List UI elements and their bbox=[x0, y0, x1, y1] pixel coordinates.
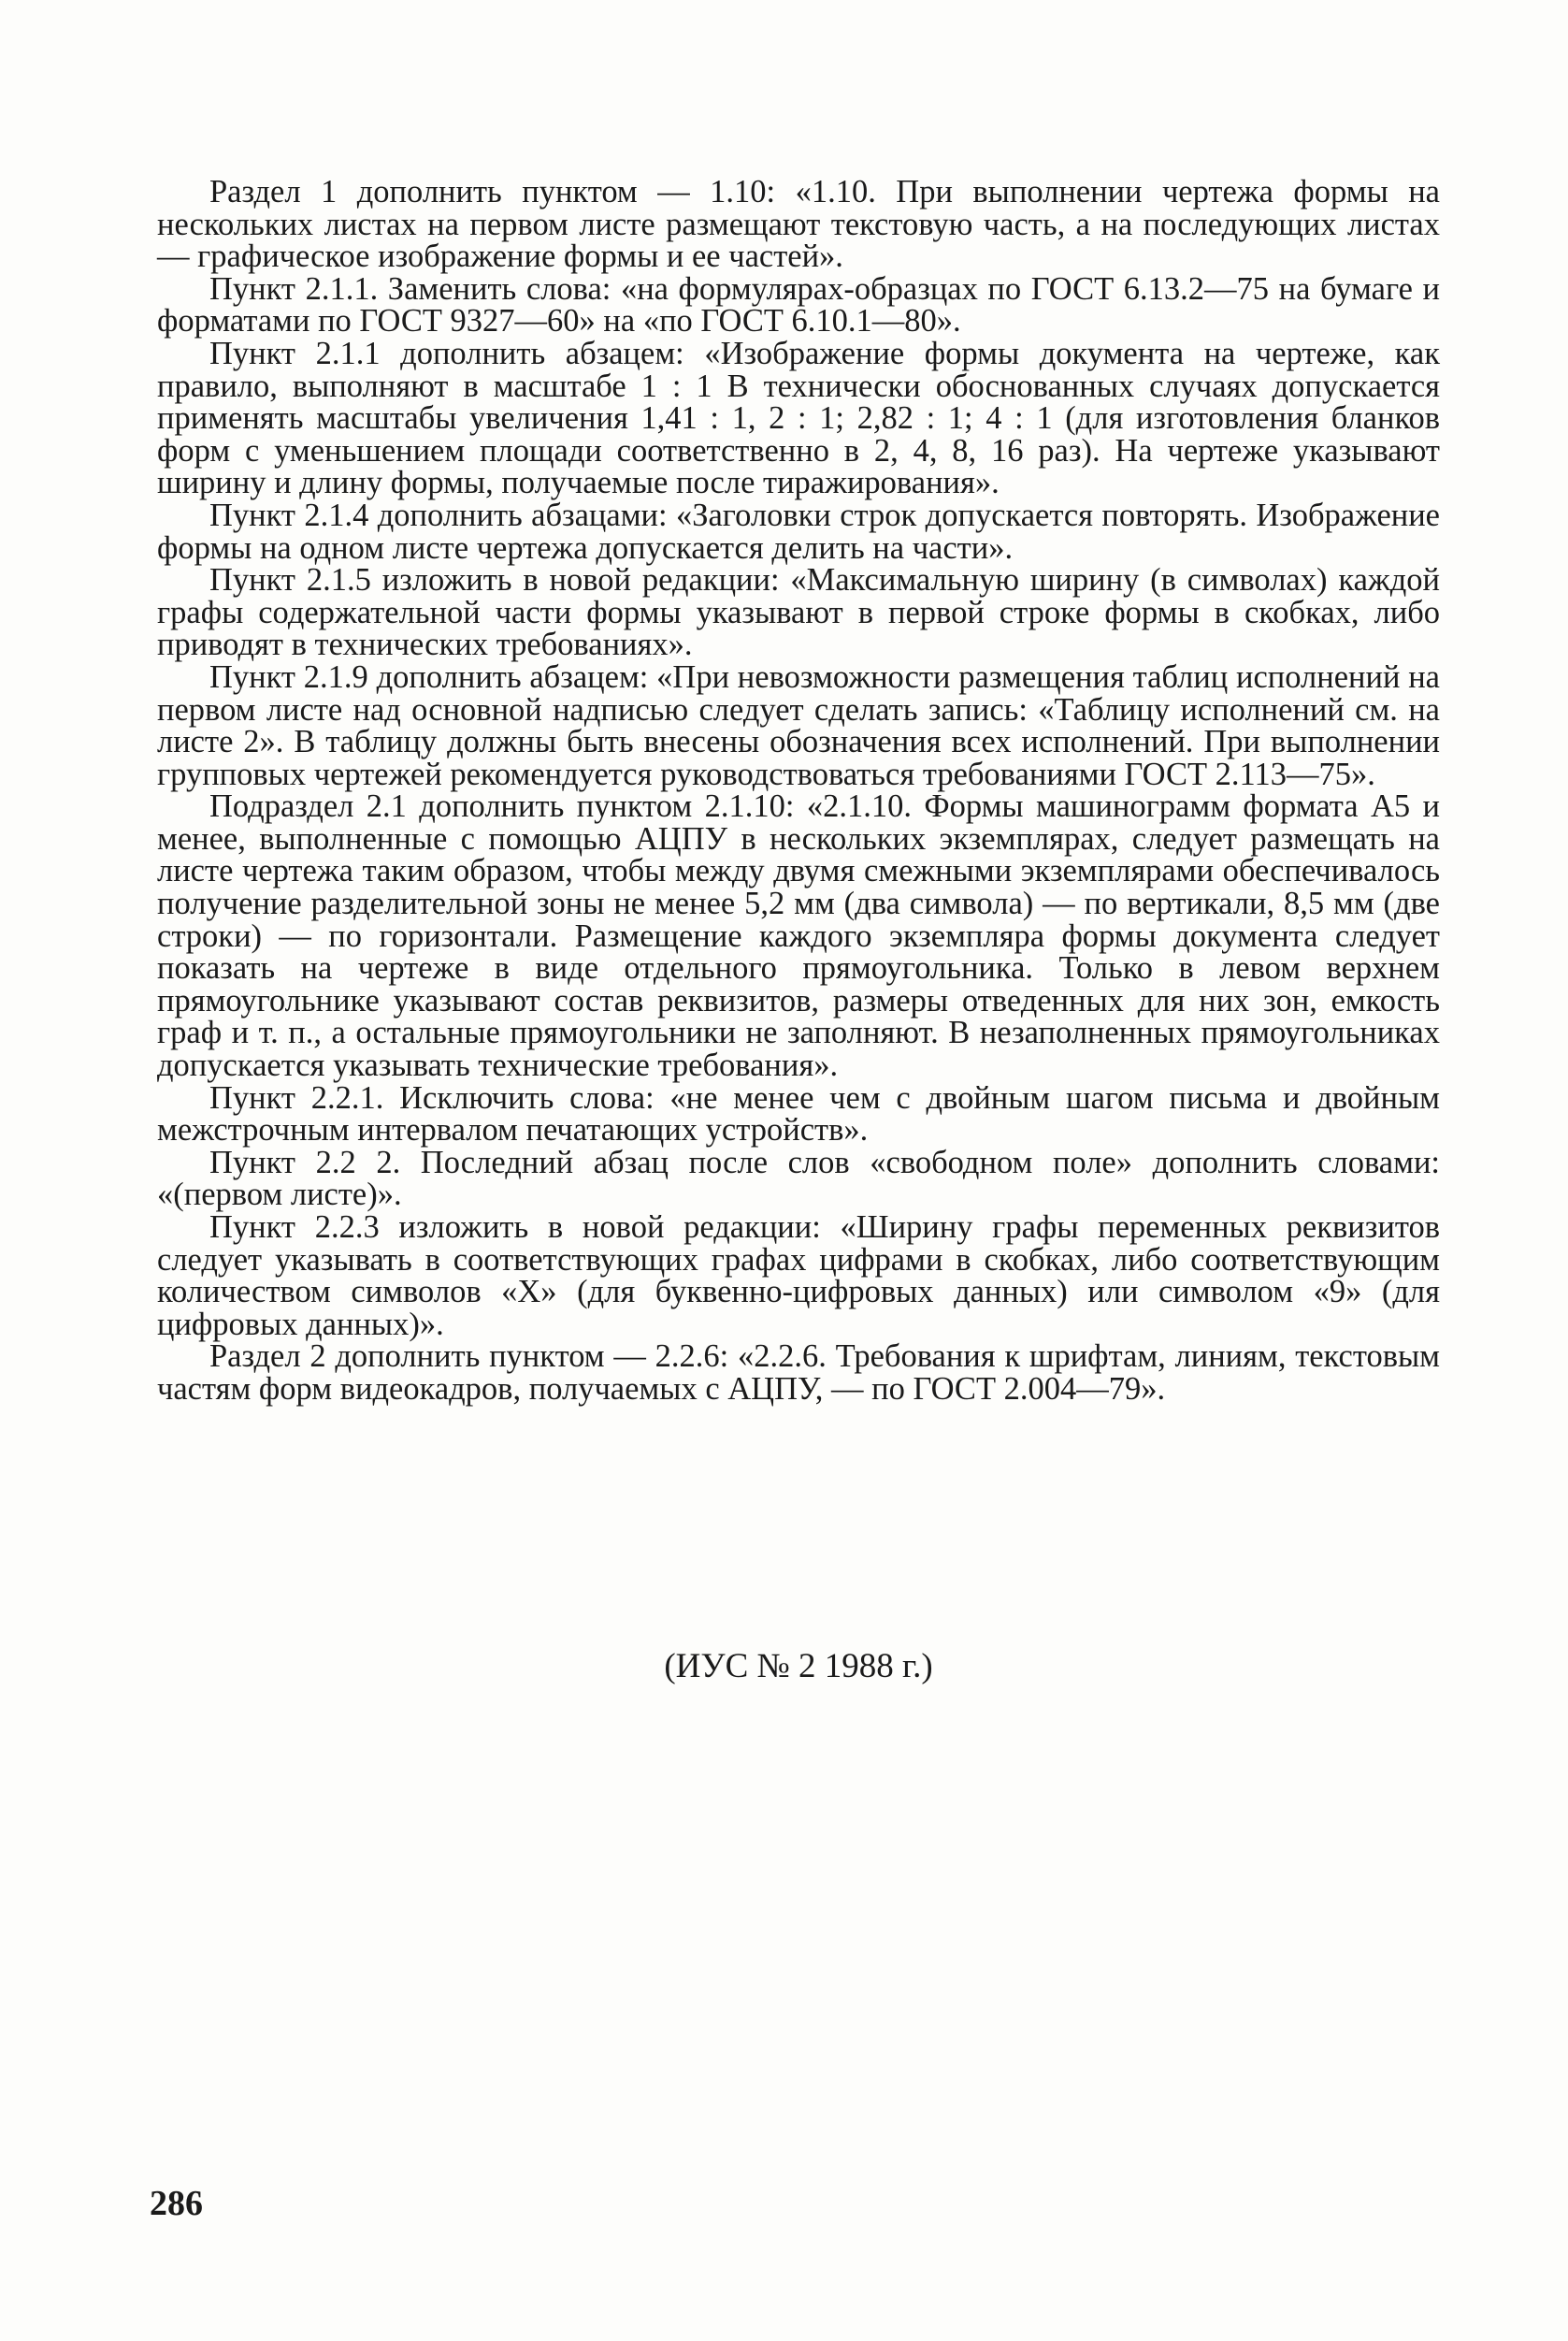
source-reference: (ИУС № 2 1988 г.) bbox=[664, 1647, 933, 1685]
paragraph-2-1-9: Пункт 2.1.9 дополнить абзацем: «При невозможности размещения таблиц исполнений на первом листе над основной надписью следует сделать запись: «Таблицу исполнений см. на листе 2». В таблицу должны быть внесены обозначения всех исполнений. При выполнении групповых чертежей рекомендуется руководствоваться требованиями ГОСТ 2.113—75». bbox=[157, 658, 1440, 792]
amendment-text bbox=[157, 176, 1440, 1406]
paragraph-2-1-1-add: Пункт 2.1.1 дополнить абзацем: «Изображение формы документа на чертеже, как правило, выполняют в масштабе 1 : 1 В технически обоснованных случаях допускается применять масштабы увеличения 1,41 : 1, 2 : 1; 2,82 : 1; 4 : 1 (для изготовления бланков форм с уменьшением площади соответственно в 2, 4, 8, 16 раз). На чертеже указывают ширину и длину формы, получаемые после тиражирования». bbox=[157, 335, 1440, 501]
paragraph-2-2-2: Пункт 2.2 2. Последний абзац после слов «свободном поле» дополнить словами: «(первом листе)». bbox=[157, 1144, 1440, 1213]
paragraph-2-1-4: Пункт 2.1.4 дополнить абзацами: «Заголовки строк допускается повторять. Изображение формы на одном листе чертежа допускается делить на части». bbox=[157, 497, 1440, 566]
paragraph-2-2-1: Пункт 2.2.1. Исключить слова: «не менее чем с двойным шагом письма и двойным межстрочным интервалом печатающих устройств». bbox=[157, 1079, 1440, 1149]
paragraph-2-1-5: Пункт 2.1.5 изложить в новой редакции: «Максимальную ширину (в символах) каждой графы содержательной части формы указывают в первой строке формы в скобках, либо приводят в технических требованиях». bbox=[157, 562, 1440, 663]
paragraph-2-1-1-replace: Пункт 2.1.1. Заменить слова: «на формулярах-образцах по ГОСТ 6.13.2—75 на бумаге и форматами по ГОСТ 9327—60» на «по ГОСТ 6.10.1—80». bbox=[157, 270, 1440, 340]
paragraph-section-2: Раздел 2 дополнить пунктом — 2.2.6: «2.2.6. Требования к шрифтам, линиям, текстовым частям форм видеокадров, получаемых с АЦПУ, — по ГОСТ 2.004—79». bbox=[157, 1338, 1440, 1407]
paragraph-2-2-3: Пункт 2.2.3 изложить в новой редакции: «Ширину графы переменных реквизитов следует указывать в соответствующих графах цифрами в скобках, либо соответствующим количеством символов «Х» (для буквенно-цифровых данных) или символом «9» (для цифровых данных)». bbox=[157, 1209, 1440, 1342]
paragraph-section-1: Раздел 1 дополнить пунктом — 1.10: «1.10. При выполнении чертежа формы на нескольких листах на первом листе размещают текстовую часть, а на последующих листах — графическое изображение формы и ее частей». bbox=[157, 174, 1440, 275]
page-number: 286 bbox=[150, 2184, 203, 2223]
paragraph-2-1-10: Подраздел 2.1 дополнить пунктом 2.1.10: «2.1.10. Формы машинограмм формата А5 и менее, выполненные с помощью АЦПУ в нескольких экземплярах, следует размещать на листе чертежа таким образом, чтобы между двумя смежными экземплярами обеспечивалось получение разделительной зоны не менее 5,2 мм (два символа) — по вертикали, 8,5 мм (две строки) — по горизонтали. Размещение каждого экземпляра формы документа следует показать на чертеже в виде отдельного прямоугольника. Только в левом верхнем прямоугольнике указывают состав реквизитов, размеры отведенных для них зон, емкость граф и т. п., а остальные прямоугольники не заполняют. В незаполненных прямоугольниках допускается указывать технические требования». bbox=[157, 788, 1440, 1084]
